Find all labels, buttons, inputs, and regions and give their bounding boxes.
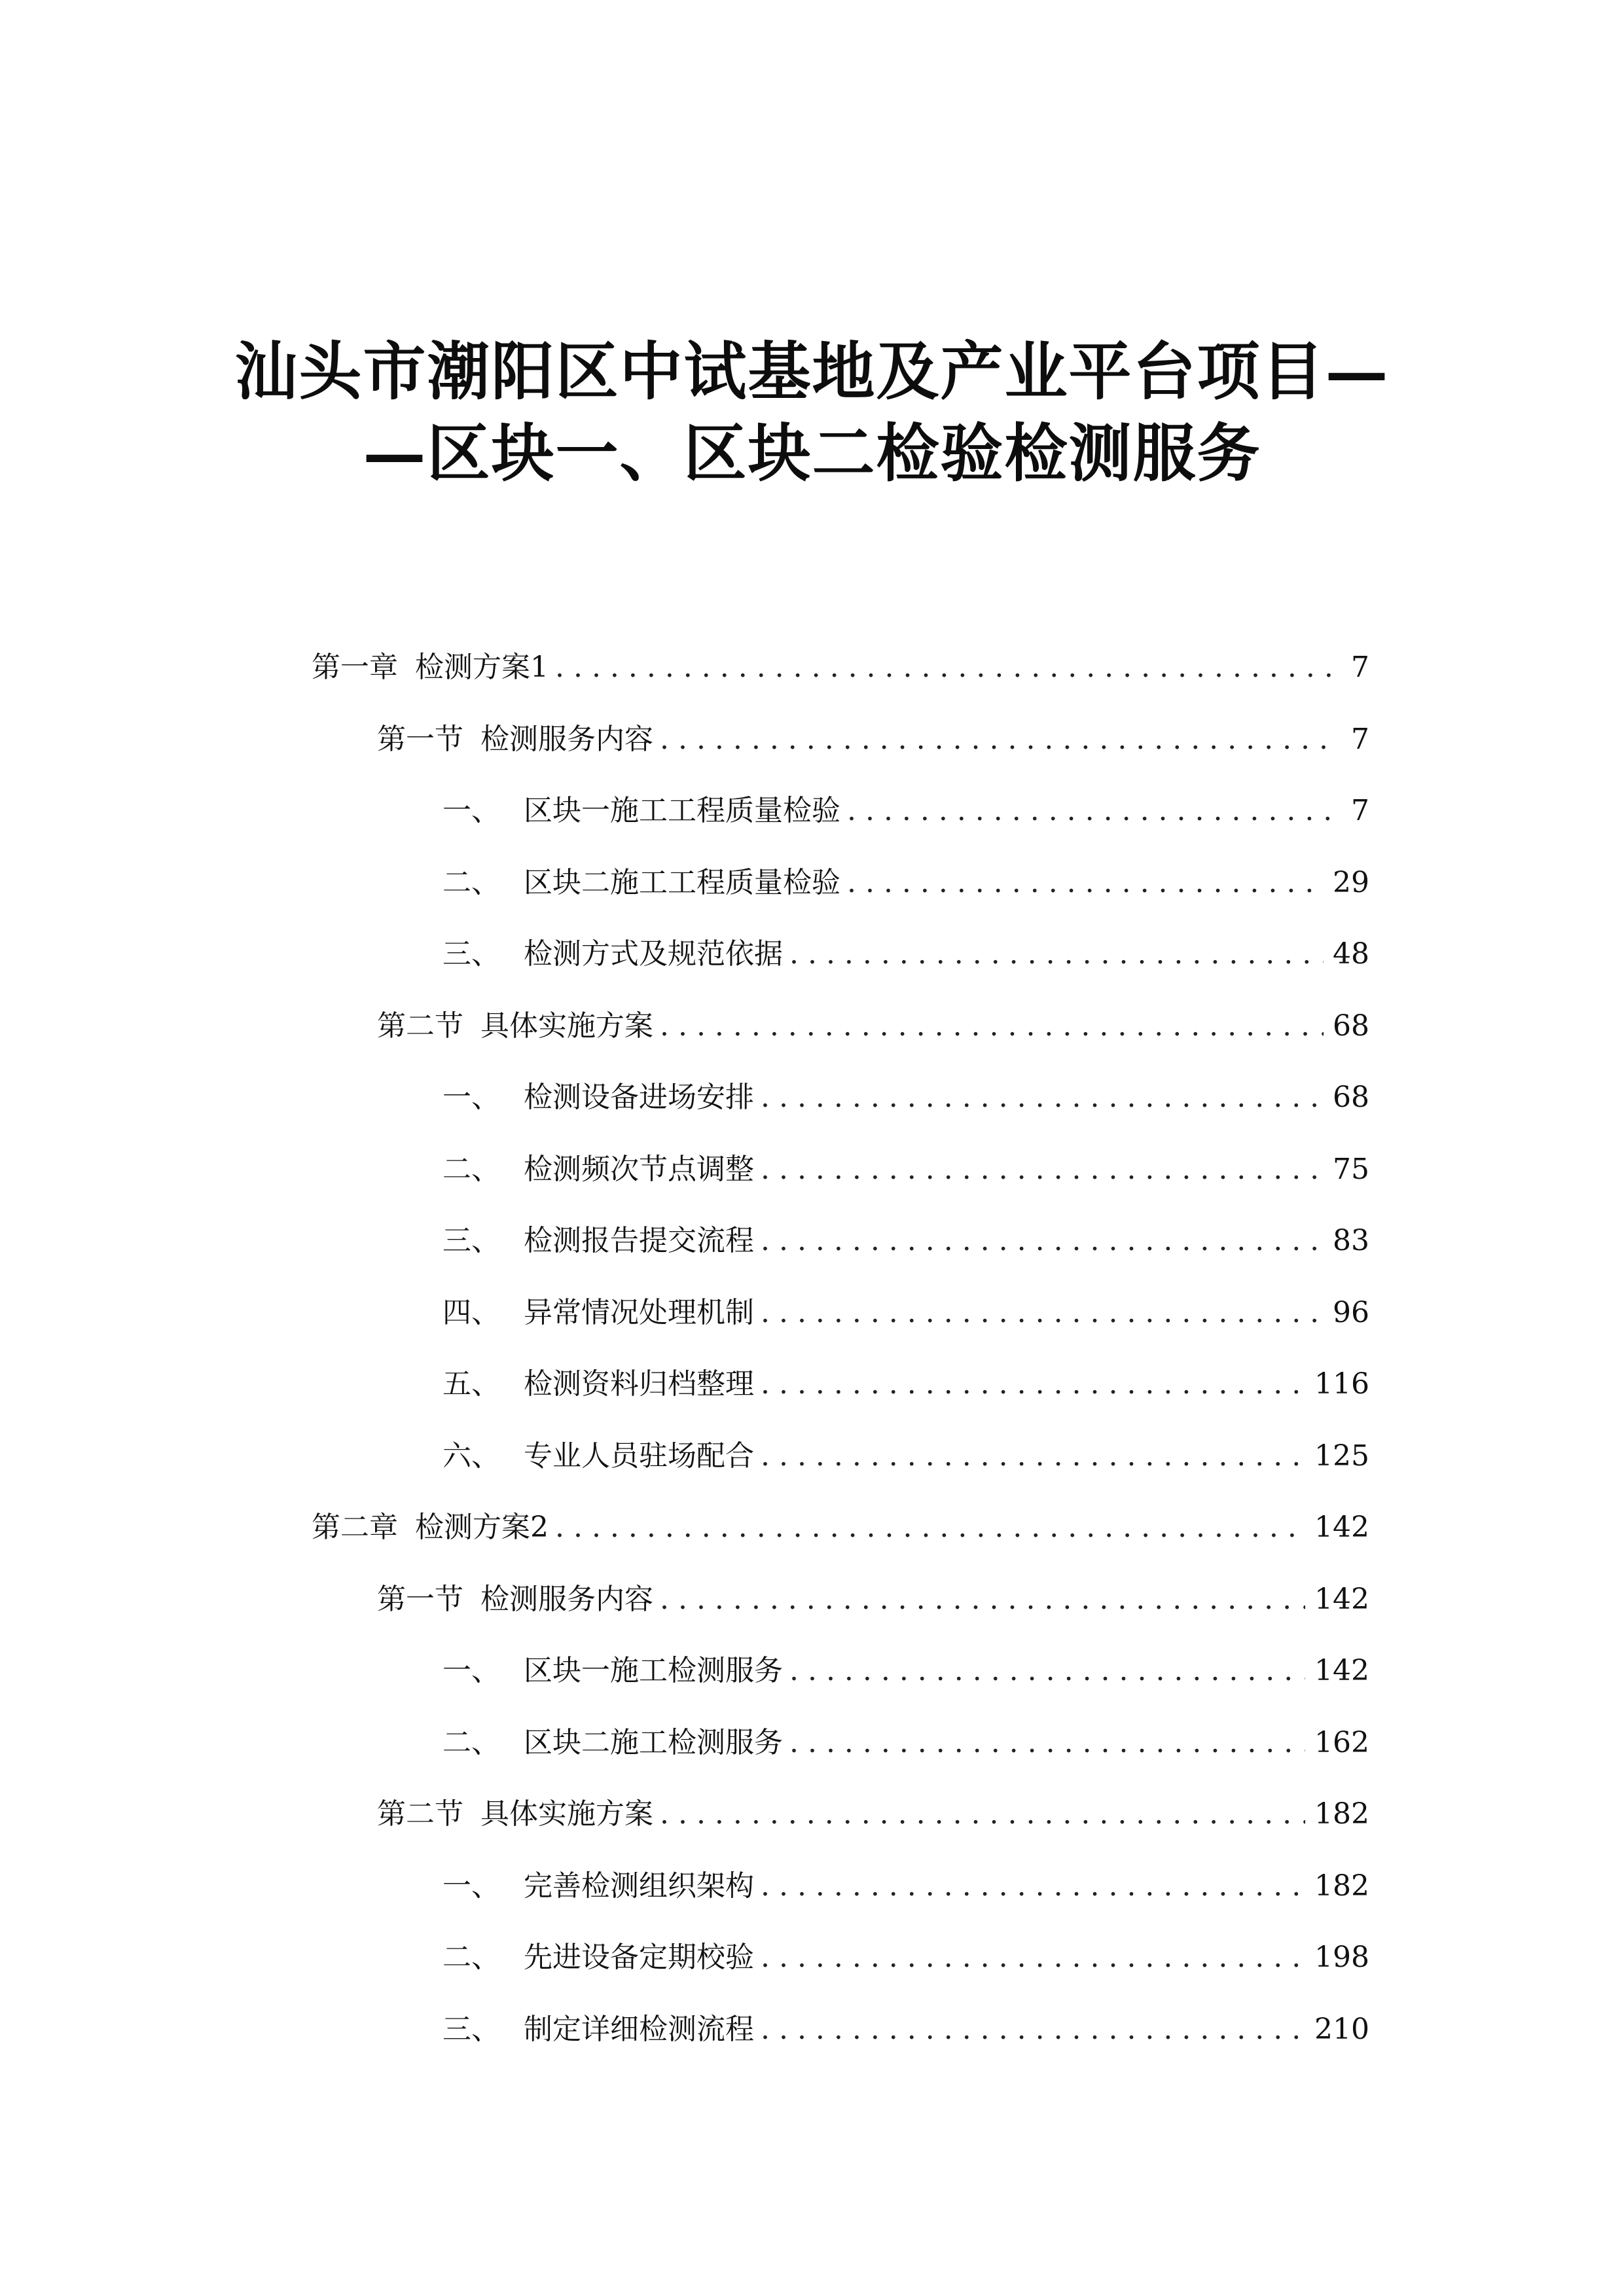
toc-dot-leader	[761, 1863, 1305, 1909]
toc-dot-leader	[761, 1290, 1324, 1336]
toc-entry-title: 先进设备定期校验	[524, 1941, 754, 1974]
toc-entry-title: 完善检测组织架构	[524, 1869, 754, 1903]
toc-dot-leader	[761, 1218, 1324, 1264]
toc-entry-title: 检测方案1	[415, 651, 549, 684]
toc-entry[interactable]	[442, 1075, 1369, 1121]
toc-entry-title: 检测频次节点调整	[524, 1152, 754, 1186]
toc-entry-title: 区块二施工检测服务	[524, 1725, 783, 1759]
toc-dot-leader	[660, 1577, 1305, 1623]
toc-entry-number: 二、	[442, 1152, 500, 1186]
toc-page-number: 198	[1314, 1941, 1369, 1974]
toc-dot-leader	[847, 860, 1324, 906]
toc-page-number: 125	[1314, 1439, 1369, 1473]
toc-entry-title: 异常情况处理机制	[524, 1295, 754, 1329]
toc-page-number: 7	[1351, 651, 1369, 684]
toc-entry-title: 区块二施工工程质量检验	[524, 865, 840, 899]
toc-entry[interactable]	[442, 1935, 1369, 1981]
toc-entry-number: 一、	[442, 794, 500, 827]
toc-page-number: 29	[1333, 865, 1369, 899]
toc-page-number: 68	[1333, 1009, 1369, 1043]
toc-entry-title: 检测服务内容	[480, 722, 653, 756]
toc-entry-number: 二、	[442, 1725, 500, 1759]
toc-entry-title: 检测服务内容	[480, 1582, 653, 1616]
toc-page-number: 48	[1333, 937, 1369, 971]
toc-entry-number: 三、	[442, 937, 500, 971]
toc-entry-title: 检测方案2	[415, 1511, 549, 1544]
toc-entry-number: 一、	[442, 1654, 500, 1687]
toc-page-number: 68	[1333, 1081, 1369, 1114]
toc-entry-title: 制定详细检测流程	[524, 2012, 754, 2046]
toc-page-number: 7	[1351, 722, 1369, 756]
toc-entry[interactable]	[442, 788, 1369, 834]
toc-entry-number: 一、	[442, 1869, 500, 1903]
toc-entry[interactable]	[377, 1791, 1369, 1837]
toc-entry-title: 检测资料归档整理	[524, 1367, 754, 1401]
toc-entry-title: 检测设备进场安排	[524, 1081, 754, 1114]
toc-entry-number: 三、	[442, 2012, 500, 2046]
toc-dot-leader	[555, 1505, 1305, 1551]
toc-page-number: 182	[1314, 1869, 1369, 1903]
toc-entry[interactable]	[377, 1003, 1369, 1049]
toc-dot-leader	[660, 1791, 1305, 1837]
toc-dot-leader	[761, 1935, 1305, 1981]
toc-entry-title: 检测报告提交流程	[524, 1224, 754, 1257]
toc-entry-number: 二、	[442, 1941, 500, 1974]
toc-page-number: 142	[1314, 1654, 1369, 1687]
toc-page-number: 210	[1314, 2012, 1369, 2046]
toc-page-number: 96	[1333, 1295, 1369, 1329]
toc-dot-leader	[555, 645, 1334, 691]
toc-page-number: 83	[1333, 1224, 1369, 1257]
toc-page-number: 142	[1314, 1582, 1369, 1616]
toc-entry-title: 区块一施工工程质量检验	[524, 794, 840, 827]
toc-entry-number: 第二节	[377, 1009, 463, 1043]
toc-page-number: 116	[1314, 1367, 1369, 1401]
toc-entry[interactable]	[442, 1290, 1369, 1336]
toc-entry-title: 检测方式及规范依据	[524, 937, 783, 971]
toc-entry[interactable]	[442, 860, 1369, 906]
title-line-1: 汕头市潮阳区中试基地及产业平台项目—	[234, 334, 1390, 408]
toc-dot-leader	[761, 2007, 1305, 2053]
toc-dot-leader	[761, 1075, 1324, 1121]
toc-entry-title: 具体实施方案	[480, 1009, 653, 1043]
toc-entry-number: 第二章	[312, 1511, 398, 1544]
toc-dot-leader	[761, 1361, 1305, 1407]
toc-page-number: 142	[1314, 1511, 1369, 1544]
toc-entry[interactable]	[442, 1433, 1369, 1479]
toc-dot-leader	[789, 1720, 1305, 1766]
toc-entry-title: 具体实施方案	[480, 1797, 653, 1831]
toc-entry[interactable]	[312, 645, 1369, 691]
toc-entry[interactable]	[442, 931, 1369, 977]
title-line-2: —区块一、区块二检验检测服务	[363, 416, 1261, 490]
toc-dot-leader	[847, 788, 1334, 834]
toc-dot-leader	[660, 1003, 1324, 1049]
toc-entry[interactable]	[442, 2007, 1369, 2053]
document-title	[0, 331, 1624, 494]
toc-entry-number: 六、	[442, 1439, 500, 1473]
toc-entry[interactable]	[377, 717, 1369, 762]
toc-entry-number: 五、	[442, 1367, 500, 1401]
toc-entry-number: 一、	[442, 1081, 500, 1114]
toc-entry[interactable]	[312, 1505, 1369, 1551]
toc-entry-number: 四、	[442, 1295, 500, 1329]
toc-entry[interactable]	[442, 1720, 1369, 1766]
toc-dot-leader	[761, 1433, 1305, 1479]
toc-dot-leader	[789, 931, 1324, 977]
toc-dot-leader	[789, 1648, 1305, 1694]
toc-page-number: 182	[1314, 1797, 1369, 1831]
toc-dot-leader	[660, 717, 1334, 762]
toc-entry-number: 第一章	[312, 651, 398, 684]
toc-entry[interactable]	[442, 1863, 1369, 1909]
toc-entry-title: 专业人员驻场配合	[524, 1439, 754, 1473]
toc-entry[interactable]	[442, 1218, 1369, 1264]
toc-page-number: 75	[1333, 1152, 1369, 1186]
toc-dot-leader	[761, 1147, 1324, 1193]
toc-entry[interactable]	[442, 1361, 1369, 1407]
toc-entry-number: 第一节	[377, 722, 463, 756]
toc-entry-number: 三、	[442, 1224, 500, 1257]
toc-entry-title: 区块一施工检测服务	[524, 1654, 783, 1687]
toc-entry-number: 二、	[442, 865, 500, 899]
toc-page-number: 7	[1351, 794, 1369, 827]
toc-entry[interactable]	[442, 1147, 1369, 1193]
toc-entry[interactable]	[377, 1577, 1369, 1623]
toc-page-number: 162	[1314, 1725, 1369, 1759]
toc-entry[interactable]	[442, 1648, 1369, 1694]
toc-entry-number: 第一节	[377, 1582, 463, 1616]
toc-entry-number: 第二节	[377, 1797, 463, 1831]
